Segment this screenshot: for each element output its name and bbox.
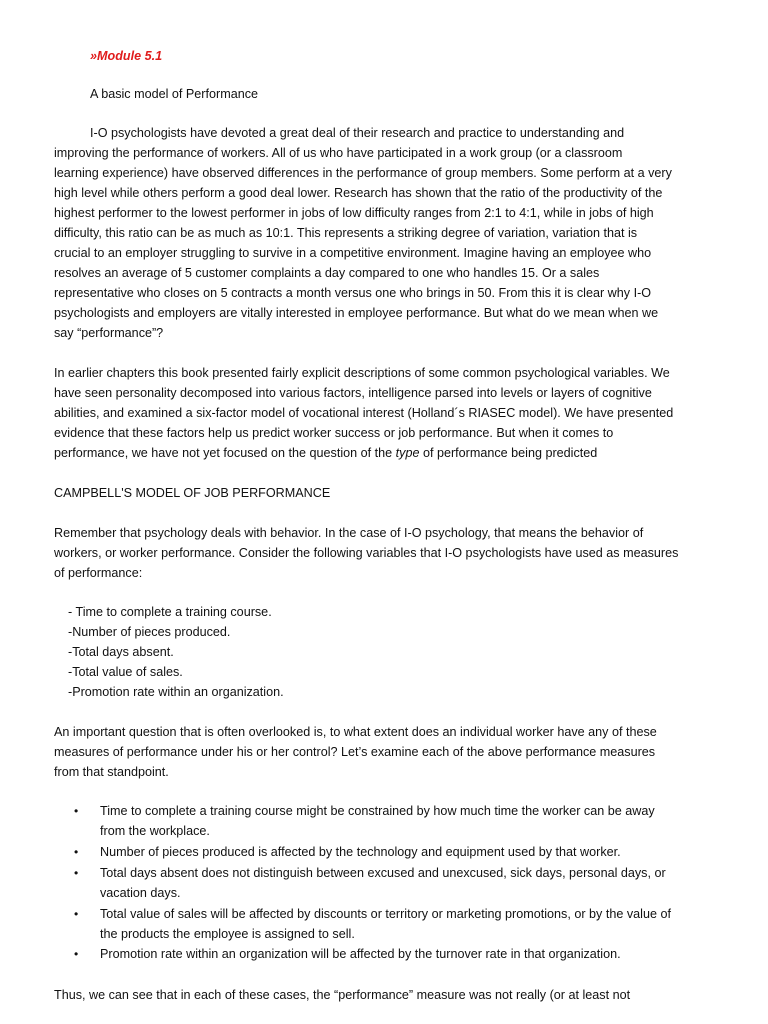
list-item-line: Promotion rate within an organization will be affected by the turnover rate in that organization.	[100, 947, 621, 961]
text-line: Remember that psychology deals with behavior. In the case of I-O psychology, that means the behavior of	[54, 526, 644, 540]
text-line: evidence that these factors help us predict worker success or job performance. But when it comes to	[54, 426, 614, 440]
text-line: An important question that is often overlooked is, to what extent does an individual worker have any of these	[54, 725, 657, 739]
list-item: -Total value of sales.	[68, 665, 183, 679]
emphasis-type: type	[395, 446, 420, 460]
text-line: say “performance”?	[54, 326, 164, 340]
list-item-line: from the workplace.	[100, 824, 210, 838]
list-item-line: vacation days.	[100, 886, 181, 900]
text-line: learning experience) have observed differences in the performance of group members. Some perform at a very	[54, 166, 672, 180]
text-line: highest performer to the lowest performer in jobs of low difficulty ranges from 2:1 to 4:1, while in jobs of high	[54, 206, 654, 220]
bullet-icon: •	[74, 866, 79, 880]
list-item-line: Time to complete a training course might be constrained by how much time the worker can be away	[100, 804, 655, 818]
text-span: performance, we have not yet focused on the question of the	[54, 446, 396, 460]
text-line: crucial to an employer struggling to survive in a competitive environment. Imagine having an employee who	[54, 246, 652, 260]
list-item-line: Number of pieces produced is affected by the technology and equipment used by that worker.	[100, 845, 621, 859]
list-item: -Total days absent.	[68, 645, 174, 659]
bullet-icon: •	[74, 804, 79, 818]
text-line	[54, 446, 597, 460]
section-heading-campbell: CAMPBELL'S MODEL OF JOB PERFORMANCE	[54, 486, 331, 500]
text-line: have seen personality decomposed into various factors, intelligence parsed into levels or layers of cognitive	[54, 386, 652, 400]
section-title: A basic model of Performance	[90, 87, 258, 101]
text-line: from that standpoint.	[54, 765, 169, 779]
text-line: Thus, we can see that in each of these cases, the “performance” measure was not really (or at least not	[54, 988, 631, 1002]
text-line: psychologists and employers are vitally interested in employee performance. But what do we mean when we	[54, 306, 659, 320]
module-heading: »Module 5.1	[90, 49, 163, 63]
list-item-line: the products the employee is assigned to sell.	[100, 927, 355, 941]
bullet-icon: •	[74, 907, 79, 921]
list-item: - Time to complete a training course.	[68, 605, 272, 619]
text-line: I-O psychologists have devoted a great deal of their research and practice to understanding and	[90, 126, 625, 140]
text-line: high level while others perform a good deal lower. Research has shown that the ratio of the productivity of the	[54, 186, 663, 200]
text-line: abilities, and examined a six-factor model of vocational interest (Holland´s RIASEC model). We have presented	[54, 406, 674, 420]
text-line: improving the performance of workers. All of us who have participated in a work group (or a classroom	[54, 146, 623, 160]
text-line: representative who closes on 5 contracts a month versus one who brings in 50. From this it is clear why I-O	[54, 286, 652, 300]
text-line: of performance:	[54, 566, 143, 580]
list-item-line: Total value of sales will be affected by discounts or territory or marketing promotions, or by the value of	[100, 907, 671, 921]
text-line: In earlier chapters this book presented fairly explicit descriptions of some common psychological variables. We	[54, 366, 670, 380]
text-line: workers, or worker performance. Consider the following variables that I-O psychologists have used as measures	[54, 546, 679, 560]
bullet-icon: •	[74, 947, 79, 961]
list-item-line: Total days absent does not distinguish between excused and unexcused, sick days, personal days, or	[100, 866, 666, 880]
bullet-icon: •	[74, 845, 79, 859]
text-line: difficulty, this ratio can be as much as 10:1. This represents a striking degree of variation, variation that is	[54, 226, 638, 240]
list-item: -Number of pieces produced.	[68, 625, 231, 639]
text-line: resolves an average of 5 customer complaints a day compared to one who handles 15. Or a sales	[54, 266, 600, 280]
list-item: -Promotion rate within an organization.	[68, 685, 284, 699]
text-span: of performance being predicted	[419, 446, 598, 460]
text-line: measures of performance under his or her control? Let’s examine each of the above performance measures	[54, 745, 656, 759]
